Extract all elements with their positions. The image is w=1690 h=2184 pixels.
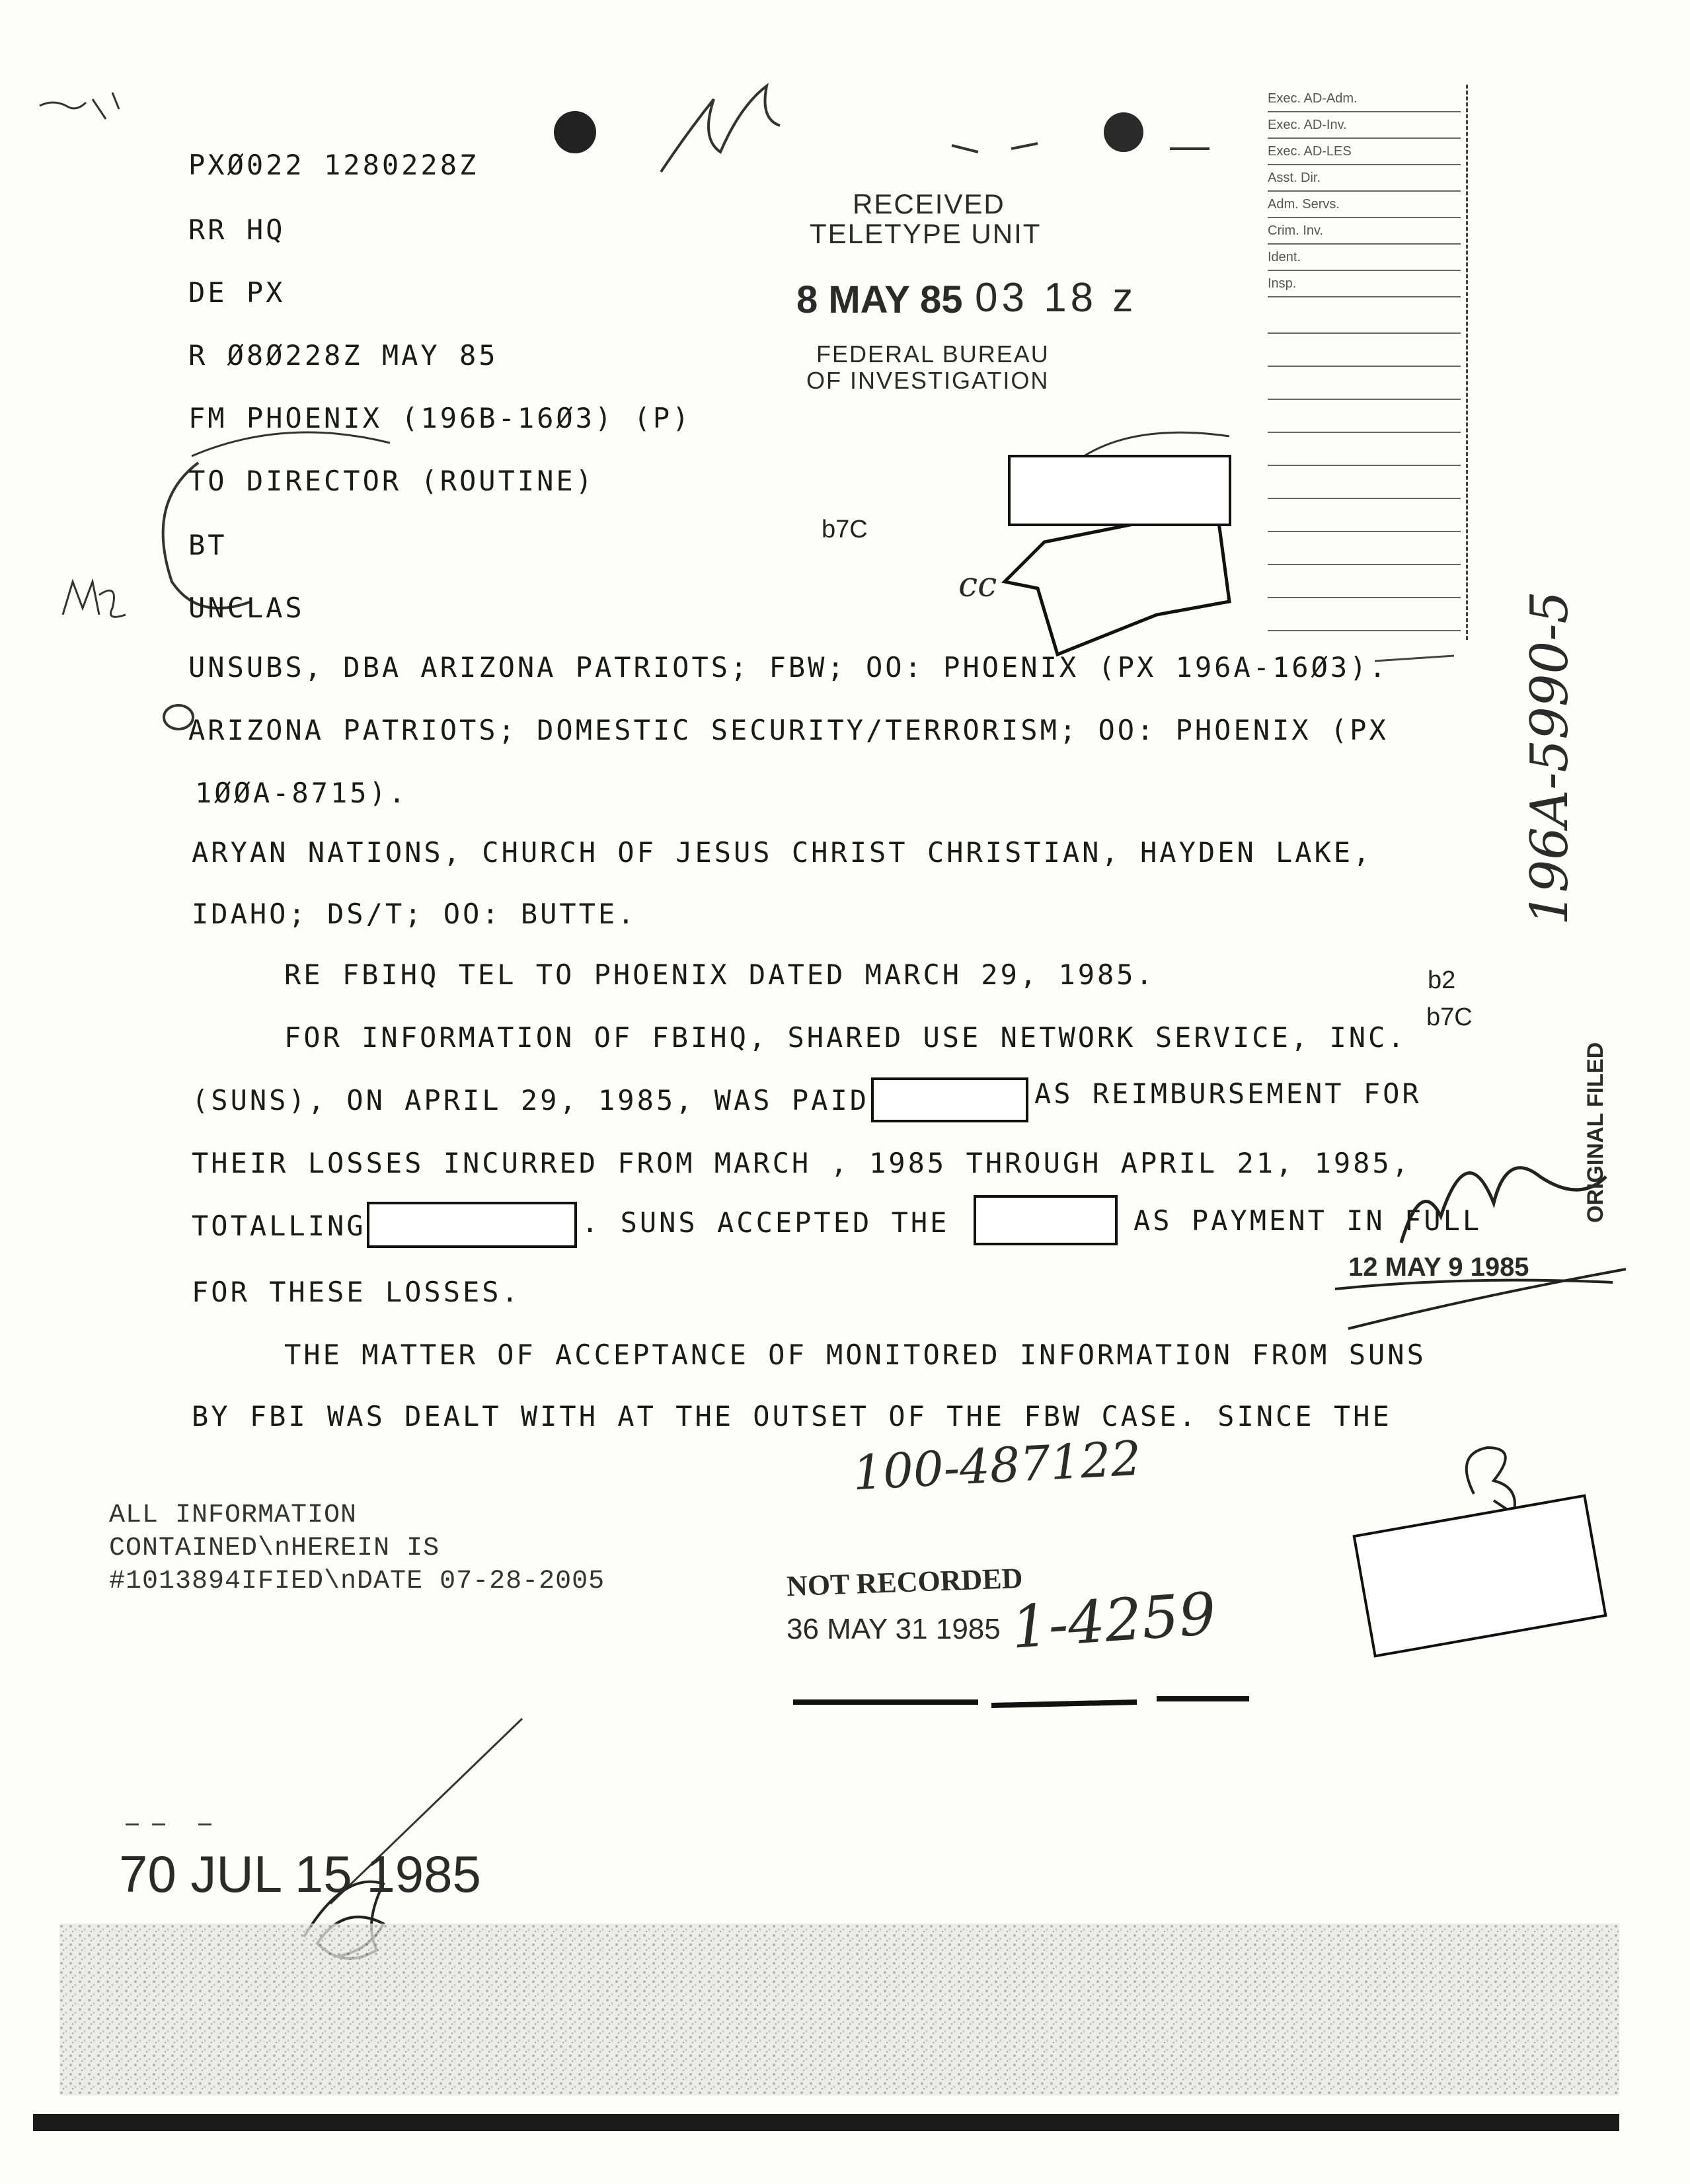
- to-line: TO DIRECTOR (ROUTINE): [188, 465, 595, 497]
- from-line: FM PHOENIX (196B-16Ø3) (P): [188, 402, 692, 434]
- routing-entry: Asst. Dir.: [1268, 171, 1461, 192]
- routing-blank-line: [1268, 577, 1461, 598]
- body-line: ARYAN NATIONS, CHURCH OF JESUS CHRIST CHRISTIAN, HAYDEN LAKE,: [192, 836, 1373, 869]
- punch-hole-mark-2: [1104, 112, 1143, 152]
- not-recorded-stamp: NOT RECORDED: [786, 1561, 1024, 1603]
- routing-entry: Crim. Inv.: [1268, 223, 1461, 245]
- classification-line: UNCLAS: [188, 592, 305, 624]
- body-line: (SUNS), ON APRIL 29, 1985, WAS PAID: [192, 1084, 870, 1116]
- received-stamp-line2: TELETYPE UNIT: [810, 218, 1042, 249]
- redaction-box: [871, 1077, 1028, 1122]
- declass-line3: #1013894IFIED\nDATE 07-28-2005: [109, 1567, 605, 1596]
- punch-hole-mark: [554, 111, 596, 153]
- body-line: BY FBI WAS DEALT WITH AT THE OUTSET OF THE FBW CASE. SINCE THE: [192, 1400, 1392, 1432]
- routing-blank-line: [1268, 610, 1461, 631]
- body-line: AS REIMBURSEMENT FOR: [1034, 1077, 1422, 1110]
- body-line: FOR INFORMATION OF FBIHQ, SHARED USE NETWORK SERVICE, INC.: [284, 1021, 1407, 1054]
- body-line: FOR THESE LOSSES.: [192, 1276, 521, 1308]
- routing-entry: Exec. AD-Adm.: [1268, 91, 1461, 112]
- routing-slip: [1268, 85, 1468, 640]
- body-line: UNSUBS, DBA ARIZONA PATRIOTS; FBW; OO: PHOENIX (PX 196A-16Ø3).: [188, 651, 1389, 683]
- handwritten-cc: cc: [958, 565, 997, 605]
- exemption-code: b7C: [1426, 1003, 1473, 1031]
- body-line: THE MATTER OF ACCEPTANCE OF MONITORED INFORMATION FROM SUNS: [284, 1339, 1426, 1371]
- body-line: 1ØØA-8715).: [195, 777, 408, 809]
- routing-entry: Ident.: [1268, 250, 1461, 271]
- body-line: . SUNS ACCEPTED THE: [582, 1206, 950, 1239]
- handwritten-file-number: 100-487122: [851, 1430, 1143, 1501]
- routing-blank-line: [1268, 412, 1461, 433]
- received-stamp-date: 8 MAY 85: [796, 278, 963, 321]
- body-line: IDAHO; DS/T; OO: BUTTE.: [192, 898, 637, 930]
- handwritten-side-number: 196A-5990-5: [1520, 590, 1580, 925]
- routing-blank-line: [1268, 511, 1461, 532]
- date-time-group: R Ø8Ø228Z MAY 85: [188, 339, 498, 371]
- precedence-line: RR HQ: [188, 214, 286, 246]
- routing-blank-line: [1268, 346, 1461, 367]
- body-line: TOTALLING: [192, 1210, 366, 1242]
- date-stamp-12-may: 12 MAY 9 1985: [1348, 1253, 1529, 1282]
- original-filed-stamp: ORIGINAL FILED: [1583, 1042, 1608, 1223]
- routing-blank-line: [1268, 445, 1461, 466]
- scan-bottom-edge: [33, 2114, 1619, 2131]
- handwritten-serial: 1-4259: [1009, 1579, 1218, 1662]
- not-recorded-date: 36 MAY 31 1985: [787, 1613, 1001, 1645]
- body-line: RE FBIHQ TEL TO PHOENIX DATED MARCH 29, 1985.: [284, 958, 1155, 991]
- bt-line: BT: [188, 529, 227, 561]
- routing-entry: Adm. Servs.: [1268, 197, 1461, 218]
- redaction-box: [974, 1195, 1118, 1245]
- received-stamp-agency1: FEDERAL BUREAU: [816, 340, 1050, 368]
- routing-entry: Exec. AD-LES: [1268, 144, 1461, 165]
- received-stamp-line1: RECEIVED: [853, 188, 1005, 219]
- scan-noise-band: [59, 1924, 1619, 2095]
- received-stamp-time: 03 18 z: [975, 275, 1137, 321]
- received-stamp-agency2: OF INVESTIGATION: [806, 367, 1050, 394]
- routing-blank-line: [1268, 379, 1461, 400]
- redaction-box: [1008, 455, 1231, 526]
- station-line: DE PX: [188, 276, 286, 309]
- routing-entry: Exec. AD-Inv.: [1268, 118, 1461, 139]
- jul-date-stamp: 70 JUL 15 1985: [119, 1845, 481, 1903]
- body-line: THEIR LOSSES INCURRED FROM MARCH , 1985 THROUGH APRIL 21, 1985,: [192, 1147, 1412, 1179]
- body-line: AS PAYMENT IN FULL: [1133, 1204, 1482, 1237]
- redaction-box: [367, 1202, 577, 1248]
- body-line: ARIZONA PATRIOTS; DOMESTIC SECURITY/TERRORISM; OO: PHOENIX (PX: [188, 714, 1389, 746]
- message-id: PXØ022 1280228Z: [188, 149, 479, 181]
- routing-blank-line: [1268, 313, 1461, 334]
- routing-blank-line: [1268, 544, 1461, 565]
- routing-entry: Insp.: [1268, 276, 1461, 297]
- routing-blank-line: [1268, 478, 1461, 499]
- declass-line2: CONTAINED\nHEREIN IS: [109, 1534, 440, 1563]
- exemption-code: b2: [1428, 966, 1456, 994]
- declass-line1: ALL INFORMATION: [109, 1501, 358, 1530]
- exemption-code: b7C: [822, 516, 868, 543]
